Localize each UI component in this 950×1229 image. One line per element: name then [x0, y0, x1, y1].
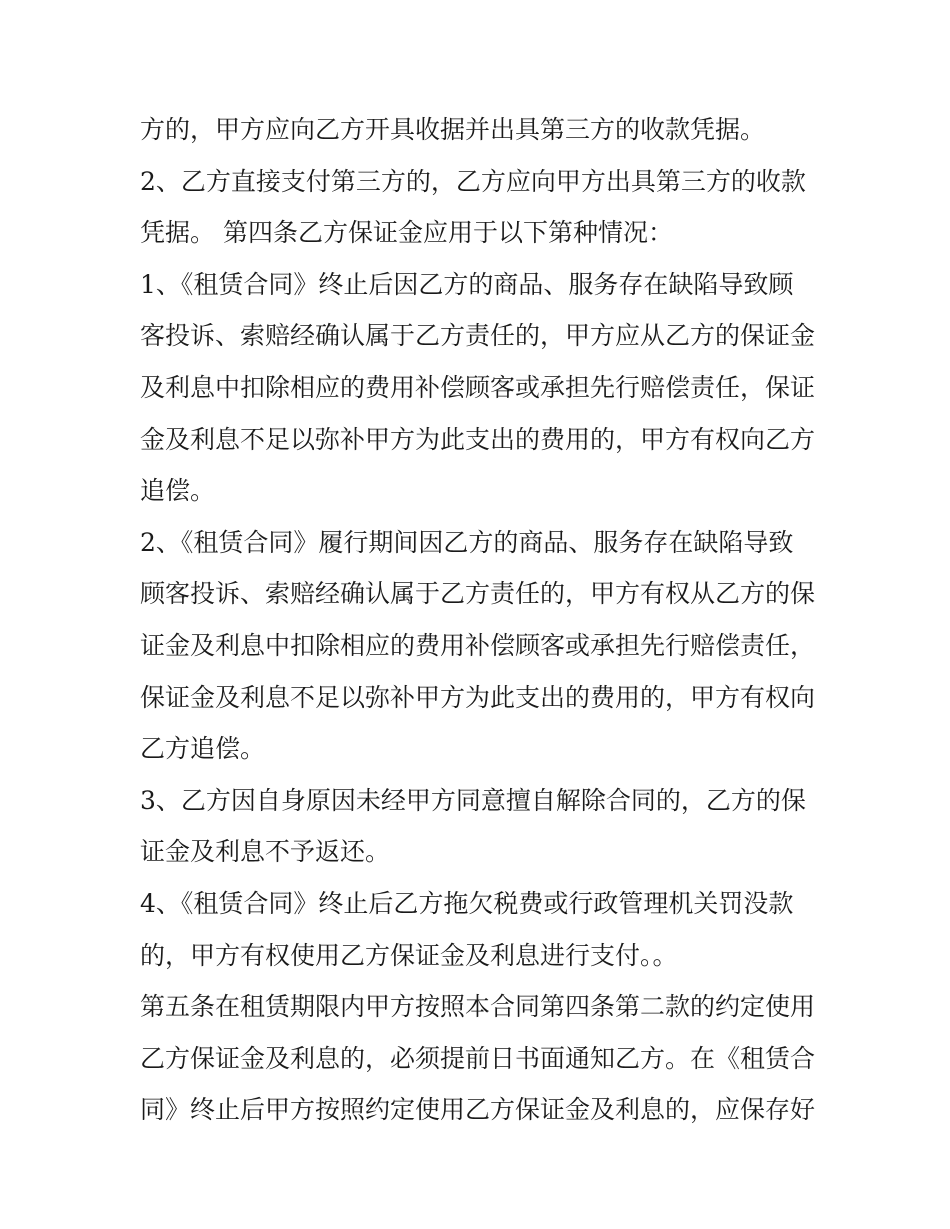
text-line: 1、《租赁合同》终止后因乙方的商品、服务存在缺陷导致顾 [140, 269, 794, 299]
text-line: 金及利息不足以弥补甲方为此支出的费用的，甲方有权向乙方 [140, 424, 816, 454]
text-line: 乙方保证金及利息的，必须提前日书面通知乙方。在《租赁合 [140, 1043, 816, 1073]
text-line: 追偿。 [140, 476, 216, 506]
text-line: 4、《租赁合同》终止后乙方拖欠税费或行政管理机关罚没款 [140, 888, 794, 918]
text-line: 方的，甲方应向乙方开具收据并出具第三方的收款凭据。 [140, 115, 766, 144]
text-line: 2、乙方直接支付第三方的，乙方应向甲方出具第三方的收款 [140, 166, 806, 196]
text-line: 及利息中扣除相应的费用补偿顾客或承担先行赔偿责任，保证 [140, 372, 816, 402]
text-line: 客投诉、索赔经确认属于乙方责任的，甲方应从乙方的保证金 [140, 321, 816, 351]
text-line: 证金及利息中扣除相应的费用补偿顾客或承担先行赔偿责任， [140, 630, 816, 660]
text-line: 凭据。 第四条乙方保证金应用于以下第种情况： [140, 218, 673, 248]
text-line: 顾客投诉、索赔经确认属于乙方责任的，甲方有权从乙方的保 [140, 579, 816, 609]
text-line: 第五条在租赁期限内甲方按照本合同第四条第二款的约定使用 [140, 992, 816, 1022]
text-line: 乙方追偿。 [140, 734, 266, 764]
text-line: 3、乙方因自身原因未经甲方同意擅自解除合同的，乙方的保 [140, 785, 806, 815]
text-line: 同》终止后甲方按照约定使用乙方保证金及利息的，应保存好 [140, 1095, 816, 1125]
text-line: 2、《租赁合同》履行期间因乙方的商品、服务存在缺陷导致 [140, 527, 794, 557]
document-body [140, 104, 820, 1136]
text-line: 证金及利息不予返还。 [140, 837, 391, 867]
text-line: 保证金及利息不足以弥补甲方为此支出的费用的，甲方有权向 [140, 682, 816, 712]
text-line: 的，甲方有权使用乙方保证金及利息进行支付。。 [140, 940, 678, 970]
